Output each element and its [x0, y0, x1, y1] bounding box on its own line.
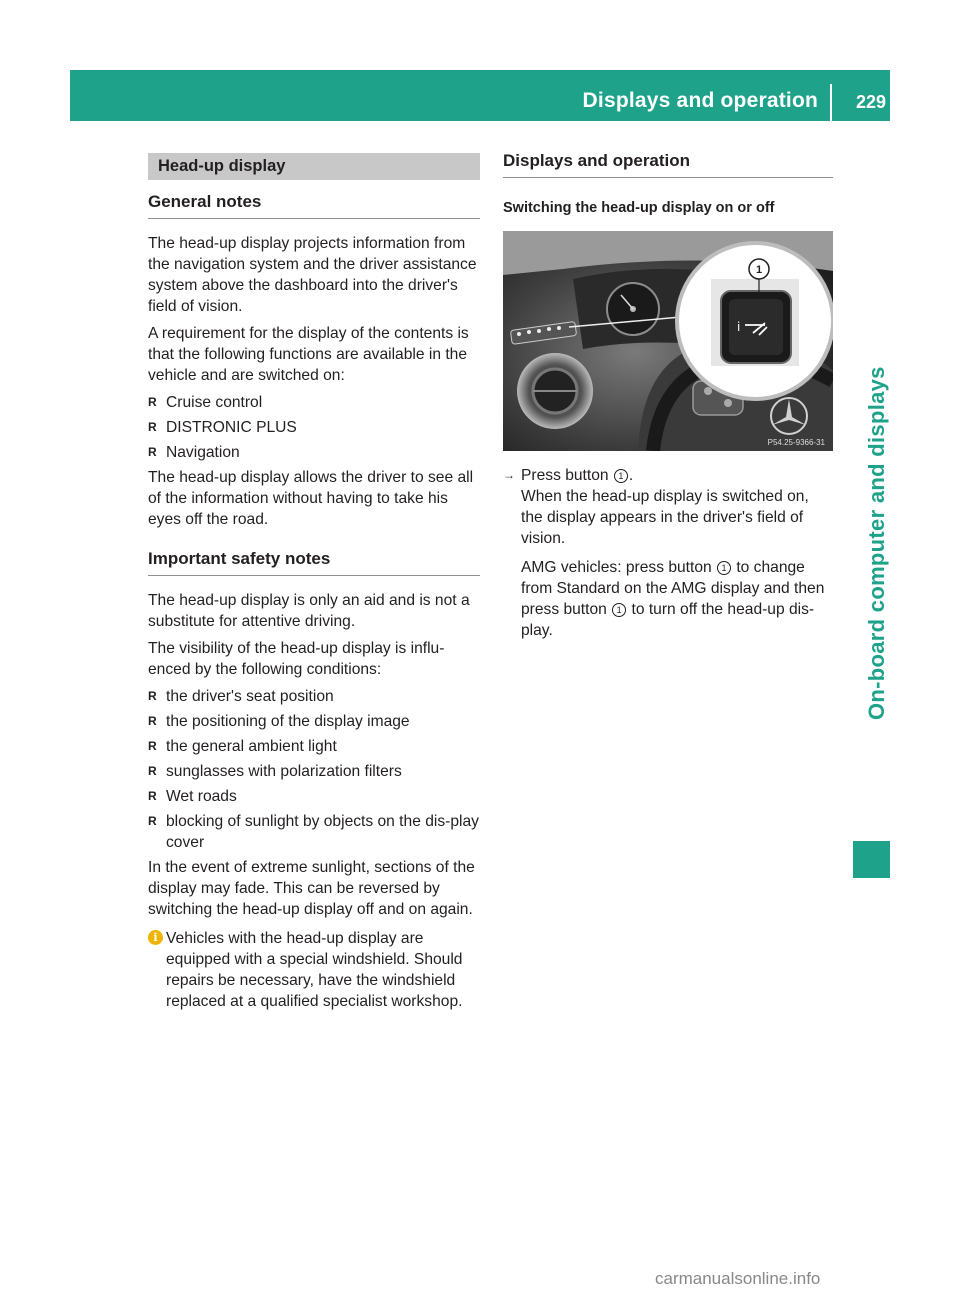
- step-suffix: .: [628, 467, 634, 484]
- instruction-step: [503, 465, 833, 641]
- safety-notes-p2: The visibility of the head-up display is influ-enced by the following conditions:: [148, 640, 445, 678]
- general-notes-p3: The head-up display allows the driver to see all of the information without having to take his eyes off the road.: [148, 469, 474, 528]
- list-item: R the general ambient light: [148, 736, 480, 757]
- page-header: [70, 70, 890, 121]
- section-title: Displays and operation: [503, 150, 833, 178]
- chapter-banner: Head-up display: [148, 153, 480, 180]
- step-result: When the head-up display is switched on, the display appears in the driver's field of vision.: [521, 488, 809, 547]
- header-divider: [830, 84, 832, 121]
- page-number: 229: [855, 92, 886, 112]
- general-notes-p2: A requirement for the display of the contents is that the following functions are available in the vehicle and are switched on:: [148, 325, 469, 384]
- list-item: R Cruise control: [148, 392, 480, 413]
- list-item: R blocking of sunlight by objects on the dis-play cover: [148, 811, 480, 853]
- right-column: [503, 150, 833, 647]
- callout-1-icon: 1: [717, 561, 731, 575]
- general-notes-p1: The head-up display projects information from the navigation system and the driver assistance system above the dashboard into the driver's field of vision.: [148, 235, 477, 315]
- subsection-title: Switching the head-up display on or off: [503, 200, 775, 216]
- figure-code: P54.25-9366-31: [767, 438, 825, 447]
- callout-1-icon: 1: [614, 469, 628, 483]
- side-tab-marker: [853, 841, 890, 878]
- list-item: R Navigation: [148, 442, 480, 463]
- safety-notes-title: Important safety notes: [148, 548, 480, 576]
- amg-part3: to turn off the head-up dis-play.: [521, 601, 815, 639]
- safety-notes-p1: The head-up display is only an aid and is not a substitute for attentive driving.: [148, 592, 470, 630]
- figure-callout: 1: [755, 264, 763, 276]
- side-tab-label: On-board computer and displays: [864, 366, 889, 720]
- conditions-list: [148, 686, 480, 853]
- info-note-text: Vehicles with the head-up display are equipped with a special windshield. Should repairs be necessary, have the windshield replaced at a qualified specialist workshop.: [166, 930, 463, 1010]
- info-icon: i: [148, 930, 163, 945]
- left-column: [148, 153, 480, 1012]
- list-item: R sunglasses with polarization filters: [148, 761, 480, 782]
- safety-notes-p3: In the event of extreme sunlight, sections of the display may fade. This can be reversed by switching the head-up display off and on again.: [148, 859, 475, 918]
- info-note: [148, 928, 480, 1012]
- svg-text:i: i: [737, 320, 741, 334]
- cockpit-figure: [503, 231, 833, 451]
- header-title: Displays and operation: [582, 89, 818, 112]
- list-item: R the driver's seat position: [148, 686, 480, 707]
- functions-list: [148, 392, 480, 463]
- step-arrow-icon: →: [503, 468, 515, 482]
- general-notes-title: General notes: [148, 191, 480, 219]
- cockpit-illustration: [503, 231, 833, 451]
- list-item: R Wet roads: [148, 786, 480, 807]
- amg-part1: AMG vehicles: press button: [521, 559, 717, 576]
- callout-1-icon: 1: [612, 603, 626, 617]
- step-prefix: Press button: [521, 467, 613, 484]
- list-item: R the positioning of the display image: [148, 711, 480, 732]
- amg-note: [521, 557, 833, 641]
- list-item: R DISTRONIC PLUS: [148, 417, 480, 438]
- footer-watermark: carmanualsonline.info: [655, 1269, 821, 1288]
- amg-part2: to change from Standard on the AMG display and then press button: [521, 559, 825, 618]
